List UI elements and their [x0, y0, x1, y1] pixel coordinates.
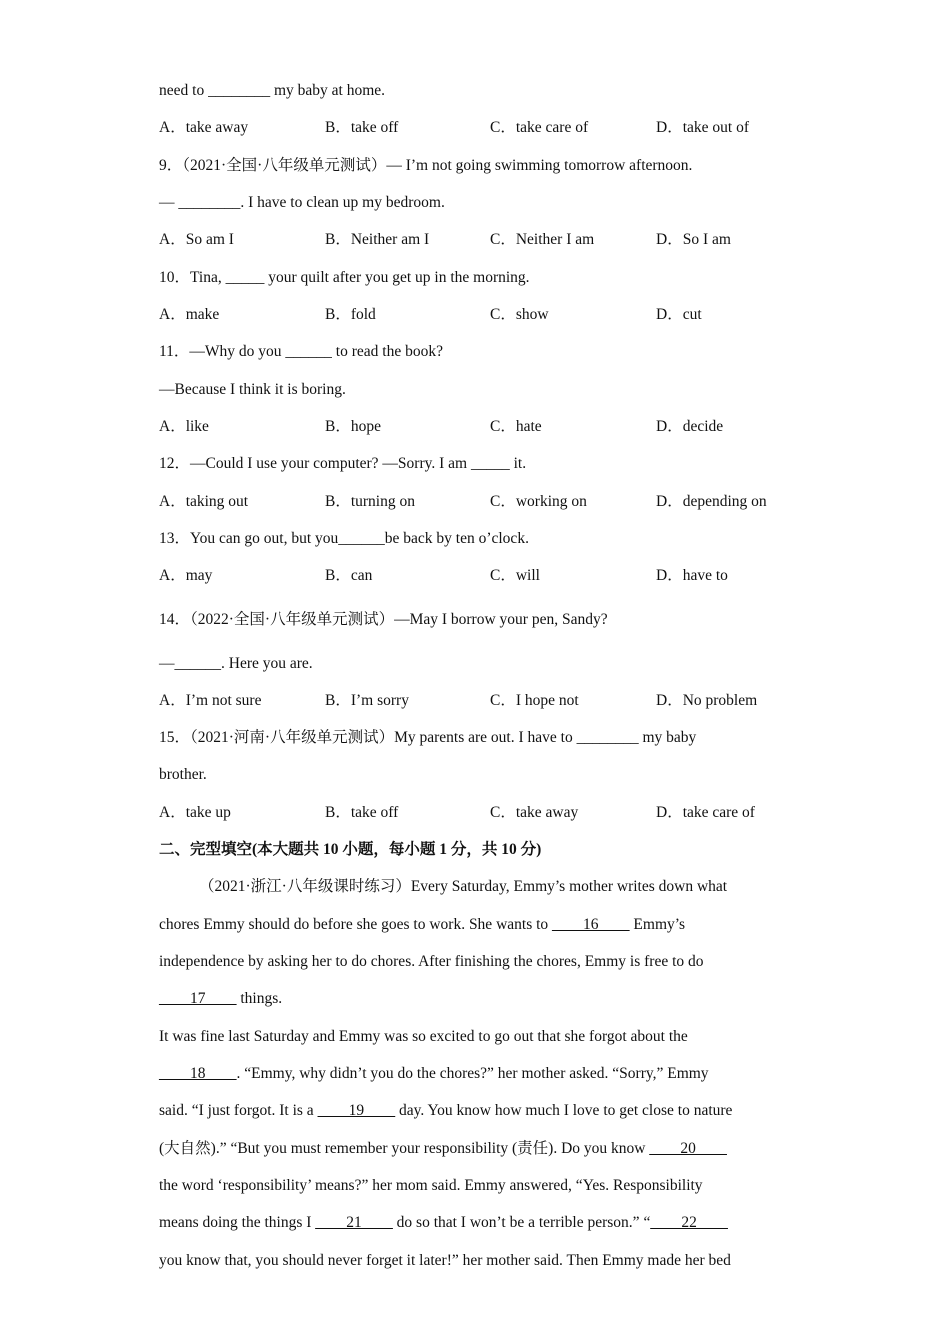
option-a: A．taking out — [159, 493, 249, 510]
question-10-options — [159, 305, 799, 325]
passage-text: said. “I just forgot. It is a — [159, 1102, 318, 1119]
question-15-stem: 15．（2021·河南·八年级单元测试）My parents are out. I have to ________ my baby — [159, 729, 697, 746]
option-a: A．like — [159, 418, 209, 435]
option-d: D．take out of — [656, 119, 749, 136]
passage-line: It was fine last Saturday and Emmy was so excited to go out that she forgot about the — [159, 1028, 688, 1045]
passage-line — [159, 1064, 709, 1084]
question-10-stem: 10．Tina, _____ your quilt after you get up in the morning. — [159, 269, 530, 286]
question-13-options — [159, 566, 799, 586]
option-d: D．So I am — [656, 231, 731, 248]
blank-16: ____16____ — [552, 916, 630, 933]
passage-line: the word ‘responsibility’ means?” her mom said. Emmy answered, “Yes. Responsibility — [159, 1177, 703, 1194]
option-a: A．may — [159, 567, 213, 584]
option-a: A．make — [159, 306, 220, 323]
question-9-options — [159, 230, 799, 250]
question-11-dialogue: —Because I think it is boring. — [159, 381, 346, 398]
option-a: A．So am I — [159, 231, 234, 248]
option-c: C．take away — [490, 804, 579, 821]
question-11-options — [159, 417, 799, 437]
option-b: B．hope — [325, 418, 381, 435]
option-b: B．take off — [325, 119, 399, 136]
passage-text: (大自然).” “But you must remember your responsibility (责任). Do you know — [159, 1140, 650, 1157]
passage-line — [159, 1101, 732, 1121]
option-c: C．Neither I am — [490, 231, 595, 248]
passage-text: do so that I won’t be a terrible person.” “ — [392, 1214, 651, 1231]
option-b: B．Neither am I — [325, 231, 430, 248]
passage-line — [159, 989, 282, 1009]
passage-text: means doing the things I — [159, 1214, 316, 1231]
blank-22: ____22____ — [650, 1214, 728, 1231]
passage-text: things. — [236, 990, 283, 1007]
question-9-dialogue: — ________. I have to clean up my bedroom. — [159, 194, 445, 211]
section-heading-cloze: 二、完型填空(本大题共 10 小题，每小题 1 分，共 10 分) — [159, 841, 542, 858]
option-a: A．take up — [159, 804, 231, 821]
question-12-stem: 12．—Could I use your computer? —Sorry. I am _____ it. — [159, 455, 527, 472]
blank-19: ____19____ — [317, 1102, 396, 1119]
passage-text: chores Emmy should do before she goes to work. She wants to — [159, 916, 553, 933]
question-15-stem-cont: brother. — [159, 766, 207, 783]
option-a: A．take away — [159, 119, 249, 136]
option-b: B．turning on — [325, 493, 415, 510]
question-15-options — [159, 803, 799, 823]
option-b: B．take off — [325, 804, 399, 821]
option-c: C．hate — [490, 418, 542, 435]
option-b: B．fold — [325, 306, 376, 323]
blank-20: ____20____ — [649, 1140, 727, 1157]
question-9-stem: 9．（2021·全国·八年级单元测试）— I’m not going swimming tomorrow afternoon. — [159, 157, 693, 174]
passage-line — [159, 1213, 728, 1233]
blank-21: ____21____ — [315, 1214, 393, 1231]
passage-line: （2021·浙江·八年级课时练习）Every Saturday, Emmy’s mother writes down what — [199, 878, 728, 895]
passage-text: day. You know how much I love to get close to nature — [395, 1102, 733, 1119]
question-14-dialogue: —______. Here you are. — [159, 655, 313, 672]
question-13-stem: 13．You can go out, but you______be back by ten o’clock. — [159, 530, 529, 547]
option-d: D．No problem — [656, 692, 758, 709]
question-14-options — [159, 691, 799, 711]
option-d: D．have to — [656, 567, 728, 584]
question-12-options — [159, 492, 799, 512]
option-d: D．decide — [656, 418, 724, 435]
passage-line — [159, 915, 685, 935]
option-d: D．cut — [656, 306, 702, 323]
option-d: D．take care of — [656, 804, 755, 821]
option-c: C．working on — [490, 493, 587, 510]
passage-line: independence by asking her to do chores. After finishing the chores, Emmy is free to do — [159, 953, 704, 970]
passage-line — [159, 1139, 727, 1159]
question-11-stem: 11．—Why do you ______ to read the book? — [159, 343, 443, 360]
passage-line: you know that, you should never forget it later!” her mother said. Then Emmy made her bed — [159, 1252, 731, 1269]
blank-18: ____18____ — [159, 1065, 237, 1082]
option-c: C．will — [490, 567, 540, 584]
option-a: A．I’m not sure — [159, 692, 262, 709]
passage-text: . “Emmy, why didn’t you do the chores?” her mother asked. “Sorry,” Emmy — [236, 1065, 709, 1082]
option-c: C．show — [490, 306, 549, 323]
option-c: C．I hope not — [490, 692, 579, 709]
option-d: D．depending on — [656, 493, 767, 510]
option-c: C．take care of — [490, 119, 589, 136]
passage-text: Emmy’s — [629, 916, 686, 933]
option-b: B．I’m sorry — [325, 692, 409, 709]
blank-17: ____17____ — [159, 990, 237, 1007]
question-8-options — [159, 118, 799, 138]
question-8-stem: need to ________ my baby at home. — [159, 82, 385, 99]
question-14-stem: 14．（2022·全国·八年级单元测试）—May I borrow your pen, Sandy? — [159, 611, 608, 628]
option-b: B．can — [325, 567, 373, 584]
